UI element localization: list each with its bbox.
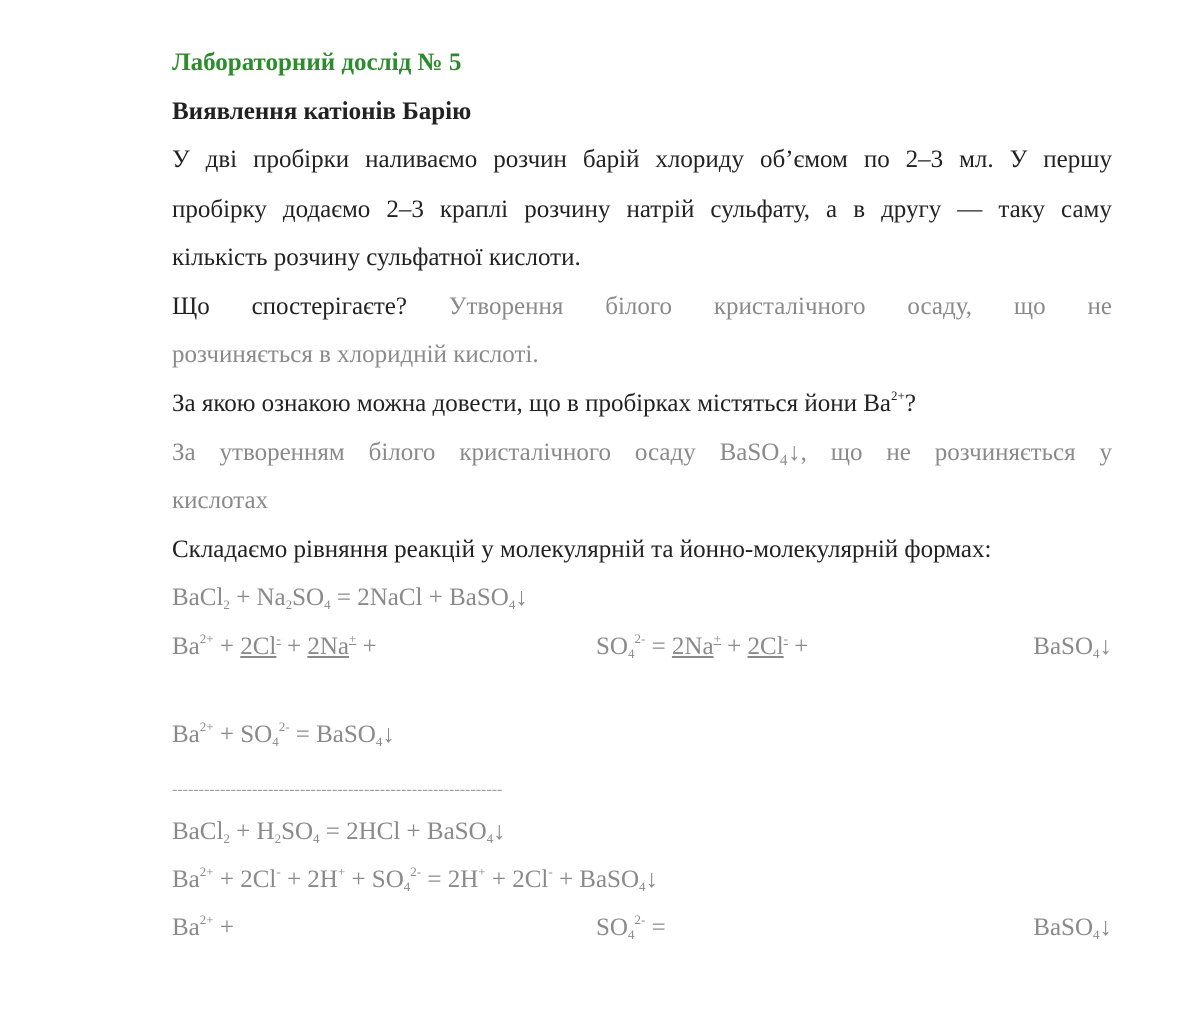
answer-word: утворенням (219, 439, 345, 466)
ionic-col-1 (172, 914, 234, 941)
answer-word: За (172, 439, 196, 466)
question-mark: ? (904, 390, 916, 417)
word: мл. (959, 146, 994, 173)
intro-line-2 (172, 195, 1112, 225)
word: У (172, 146, 190, 173)
word: розчину (524, 196, 611, 223)
formula-part: Ba (172, 866, 200, 893)
word: розчин (493, 146, 567, 173)
reaction-2-ionic-full (172, 865, 1112, 895)
lab-title: Лабораторний дослід № 5 (172, 49, 462, 76)
charge-sup: 2+ (891, 388, 905, 403)
word: дві (205, 146, 238, 173)
word: додаємо (282, 196, 371, 223)
formula-part: + (213, 633, 241, 660)
answer-2-line-2: кислотах (172, 487, 269, 514)
formula-part: + 2Cl (213, 866, 277, 893)
ionic-col-2 (596, 913, 666, 943)
answer-word: не (1087, 293, 1112, 320)
formula-part: BaSO (1033, 633, 1093, 660)
reaction-2-ionic-short (172, 913, 1112, 943)
word: об’ємом (759, 146, 848, 173)
word: 2–3 (386, 196, 424, 223)
precipitate-arrow: ↓ (645, 866, 659, 893)
word: 2–3 (905, 146, 944, 173)
cancelled-ion: 2Cl (240, 633, 277, 660)
question-2 (172, 389, 1112, 419)
formula-part: = (645, 633, 672, 660)
cancelled-ion: 2Na (671, 633, 714, 660)
word: хлориду (655, 146, 744, 173)
ionic-col-3 (1033, 632, 1112, 662)
word: пробірку (172, 196, 267, 223)
charge-sup: + (713, 631, 721, 646)
question-word: спостерігаєте? (251, 293, 407, 320)
answer-word: BaSO₄↓, (719, 439, 807, 466)
word: — (957, 196, 983, 223)
formula-part: Ba (172, 721, 200, 748)
precipitate-arrow: ↓ (1099, 633, 1112, 660)
charge-sup: 2+ (199, 719, 214, 734)
ionic-col-2 (596, 632, 808, 662)
reaction-1-ionic-short (172, 720, 1112, 750)
answer-1-line-2: розчиняється в хлоридній кислоті. (172, 341, 539, 368)
charge-sup: 2+ (199, 631, 214, 646)
lab-subtitle: Виявлення катіонів Барію (172, 98, 472, 125)
word: пробірки (253, 146, 350, 173)
cancelled-ion: 2Na (307, 633, 349, 660)
formula-part: + Na (229, 584, 286, 611)
word: сульфату, (710, 196, 810, 223)
charge-sup: - (276, 864, 281, 879)
ionic-col-1 (172, 633, 377, 660)
answer-word: Утворення (448, 293, 564, 320)
subscript: 4 (627, 927, 635, 942)
word: а (826, 196, 838, 223)
word: в (853, 196, 866, 223)
subscript: 4 (486, 831, 494, 846)
question-2-text: За якою ознакою можна довести, що в пробірках містяться йони Ba (172, 390, 892, 417)
formula-part: SO (596, 633, 628, 660)
formula-part: Ba (172, 633, 200, 660)
reaction-1-ionic-full (172, 632, 1112, 662)
subscript: 4 (313, 831, 320, 846)
equations-heading: Складаємо рівняння реакцій у молекулярній та йонно-молекулярній формах: (172, 536, 992, 563)
precipitate-arrow: ↓ (382, 721, 395, 748)
formula-part: + H (229, 818, 275, 845)
answer-word: білого (368, 439, 436, 466)
subscript: 2 (223, 597, 230, 612)
subscript: 4 (272, 734, 279, 749)
charge-sup: 2- (634, 631, 646, 646)
word: барій (582, 146, 640, 173)
intro-line-1 (172, 145, 1112, 175)
answer-word: кристалічного (459, 439, 611, 466)
subscript: 4 (508, 597, 516, 612)
answer-word: не (886, 439, 911, 466)
charge-sup: 2- (410, 864, 422, 879)
charge-sup: + (478, 864, 486, 879)
answer-2-line-1 (172, 438, 1112, 468)
formula-part: = BaSO (289, 721, 376, 748)
divider-line: -------------------------------------------------------------- (172, 781, 503, 798)
formula-part: + BaSO (552, 866, 640, 893)
word: таку (998, 196, 1045, 223)
reaction-2-molecular (172, 817, 1112, 847)
word: наливаємо (365, 146, 478, 173)
formula-part: = 2NaCl + BaSO (330, 584, 509, 611)
subscript: 4 (627, 646, 635, 661)
question-word: Що (172, 293, 210, 320)
word: першу (1043, 146, 1112, 173)
word: краплі (439, 196, 509, 223)
formula-part: BaSO (1033, 914, 1093, 941)
charge-sup: 2- (634, 912, 646, 927)
formula-part: + (788, 633, 809, 660)
charge-sup: 2- (278, 719, 290, 734)
answer-word: що (830, 439, 863, 466)
formula-part: + (280, 633, 308, 660)
charge-sup: + (337, 864, 346, 879)
formula-part: + (356, 633, 377, 660)
charge-sup: 2+ (199, 912, 214, 927)
formula-part: BaCl (172, 584, 224, 611)
word: другу (881, 196, 942, 223)
answer-word: що (1013, 293, 1046, 320)
formula-part: + SO (213, 721, 273, 748)
precipitate-arrow: ↓ (1099, 914, 1112, 941)
answer-word: розчиняється (934, 439, 1076, 466)
reaction-1-molecular (172, 583, 1112, 613)
subscript: 4 (403, 879, 411, 894)
question-1-line (172, 292, 1112, 322)
formula-part: SO (292, 584, 325, 611)
charge-sup: 2+ (199, 864, 214, 879)
charge-sup: + (348, 631, 357, 646)
formula-part: BaCl (172, 818, 224, 845)
answer-word: осаду, (907, 293, 972, 320)
answer-word: кристалічного (713, 293, 866, 320)
formula-part: + 2H (280, 866, 338, 893)
subscript: 2 (285, 597, 293, 612)
formula-part: + (213, 914, 234, 941)
formula-part: = 2H (421, 866, 479, 893)
formula-part: SO (596, 914, 628, 941)
answer-word: осаду (634, 439, 696, 466)
word: У (1009, 146, 1028, 173)
formula-part: + (720, 633, 748, 660)
cancelled-ion: 2Cl (747, 633, 784, 660)
answer-word: у (1099, 439, 1112, 466)
subscript: 2 (274, 831, 282, 846)
formula-part: Ba (172, 914, 200, 941)
intro-line-3: кількість розчину сульфатної кислоти. (172, 244, 581, 271)
charge-sup: - (276, 631, 281, 646)
answer-word: білого (605, 293, 673, 320)
formula-part: + SO (345, 866, 404, 893)
word: по (863, 146, 890, 173)
ionic-col-3 (1033, 913, 1112, 943)
subscript: 4 (375, 734, 383, 749)
formula-part: = (645, 914, 666, 941)
subscript: 4 (639, 879, 646, 894)
word: саму (1061, 196, 1112, 223)
formula-part: + 2Cl (485, 866, 549, 893)
subscript: 4 (1093, 646, 1100, 661)
subscript: 2 (223, 831, 230, 846)
word: натрій (626, 196, 695, 223)
charge-sup: - (548, 864, 553, 879)
formula-part: = 2HCl + BaSO (319, 818, 487, 845)
formula-part: SO (281, 818, 314, 845)
precipitate-arrow: ↓ (515, 584, 528, 611)
subscript: 4 (1093, 927, 1100, 942)
charge-sup: - (783, 631, 788, 646)
precipitate-arrow: ↓ (493, 818, 506, 845)
subscript: 4 (324, 597, 331, 612)
